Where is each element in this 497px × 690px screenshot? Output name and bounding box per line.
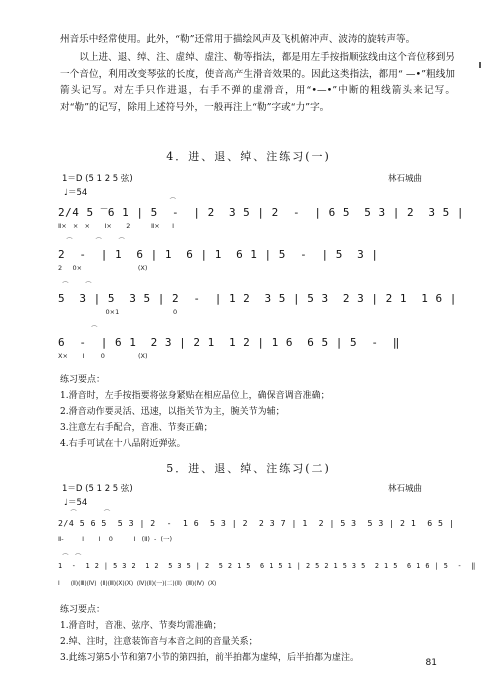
tempo-marking-1: ♩＝54 <box>64 188 88 198</box>
technique-marks: ⌒ ⌒ <box>58 281 92 289</box>
notation-line: 2/4 5 6 5 5 3 | 2 - 1 6 5 3 | 2 2 3 7 | 1 2 | 5 3 5 3 | 2 1 6 5 | <box>58 518 455 528</box>
fingering-marks: X× Ⅰ 0 (X) <box>58 352 148 360</box>
practice-point: 2.滑音动作要灵活、迅速，以指关节为主，腕关节为辅； <box>60 407 285 417</box>
fingering-marks: 2 0× (X) <box>58 264 148 272</box>
notation-line: 2/4 5 ‾6 1 | 5 - | 2 3 5 | 2 - | 6 5 5 3 | 2 3 5 | <box>58 206 464 219</box>
technique-marks: ⌒ <box>58 325 98 333</box>
fingering-marks: Ⅱ× × × Ⅰ× 2 Ⅱ× Ⅰ <box>58 222 174 230</box>
fingering-marks: 0×1 0 <box>58 308 178 316</box>
technique-marks: ⌒ ⌒ <box>58 553 82 561</box>
page-number: 81 <box>425 658 437 668</box>
notation-line: 6 - | 6 1 2 3 | 2 1 1 2 | 1 6 6 5 | 5 - ‖ <box>58 336 400 349</box>
section-title-exercise-1: 4．进、退、绰、注练习(一) <box>166 150 331 163</box>
practice-points-heading-1: 练习要点： <box>60 375 106 385</box>
notation-line: 2 - | 1 6 | 1 6 | 1 6 1 | 5 - | 5 3 | <box>58 248 379 261</box>
tempo-marking-2: ♩＝54 <box>64 498 88 508</box>
section-title-exercise-2: 5．进、退、绰、注练习(二) <box>166 462 331 475</box>
key-signature-2: 1＝D (5 1 2 5 弦) <box>62 484 133 494</box>
practice-point: 1.滑音时，左手按指要将弦身紧贴在相应品位上，确保音调音准确； <box>60 391 330 401</box>
practice-point: 3.注意左右手配合，音准、节奏正确； <box>60 423 213 433</box>
technique-marks: ⌒ ⌒ ⌒ <box>58 237 126 245</box>
practice-points-heading-2: 练习要点： <box>60 605 106 615</box>
paragraph-continuation: 州音乐中经常使用。此外，“勒”还常用于描绘风声及飞机俯冲声、波涛的旋转声等。 <box>60 34 416 45</box>
composer-credit-1: 林石城曲 <box>388 174 423 184</box>
practice-point: 4.右手可试在十八品附近弹弦。 <box>60 439 186 449</box>
paragraph-technique-notation: 以上进、退、绰、注、虚绰、虚注、勒等指法，都是用左手按指顺弦线由这个音位移到另一个音位，利用改变琴弦的长度，使音高产生滑音效果的。因此这类指法，都用“ —•”粗线加箭头记写。对左手只作进退，右手不弹的虚滑音，用“•—•”中断的粗线箭头来记写。对“勒”的记写，除用上述符号外，一般再注上“勒”字或“力”字。 <box>60 52 455 113</box>
key-signature-1: 1＝D (5 1 2 5 弦) <box>62 174 133 184</box>
notation-line: 1 - 1 2 | 5 3 2 1 2 5 3 5 | 2 5 2 1 5 6 1 5 1 | 2 5 2 1 5 3 5 2 1 5 6 1 6 | 5 - ‖ <box>58 562 476 570</box>
fingering-marks: Ⅱ- Ⅰ Ⅰ 0 Ⅰ (Ⅱ) - (一) <box>58 535 173 543</box>
composer-credit-2: 林石城曲 <box>388 484 423 494</box>
technique-marks: ⌒ ⌒ <box>58 509 111 517</box>
practice-point: 3.此练习第5小节和第7小节的第四拍，前半拍都为虚绰，后半拍都为虚注。 <box>60 653 360 663</box>
practice-point: 1.滑音时，音准、弦序、节奏均需准确； <box>60 621 222 631</box>
corner-mark <box>479 62 481 68</box>
fingering-marks: Ⅰ (Ⅱ)(Ⅲ)(Ⅳ) (Ⅱ)(Ⅲ)(X)(X) (Ⅳ)(Ⅱ)(一)(二)(Ⅱ) (Ⅲ)(Ⅳ) (X) <box>58 581 217 587</box>
notation-line: 5 3 | 5 3 5 | 2 - | 1 2 3 5 | 5 3 2 3 | 2 1 1 6 | <box>58 292 457 305</box>
technique-marks: ⌒ <box>58 197 177 205</box>
practice-point: 2.绰、注时，注意装饰音与本音之间的音量关系； <box>60 637 258 647</box>
